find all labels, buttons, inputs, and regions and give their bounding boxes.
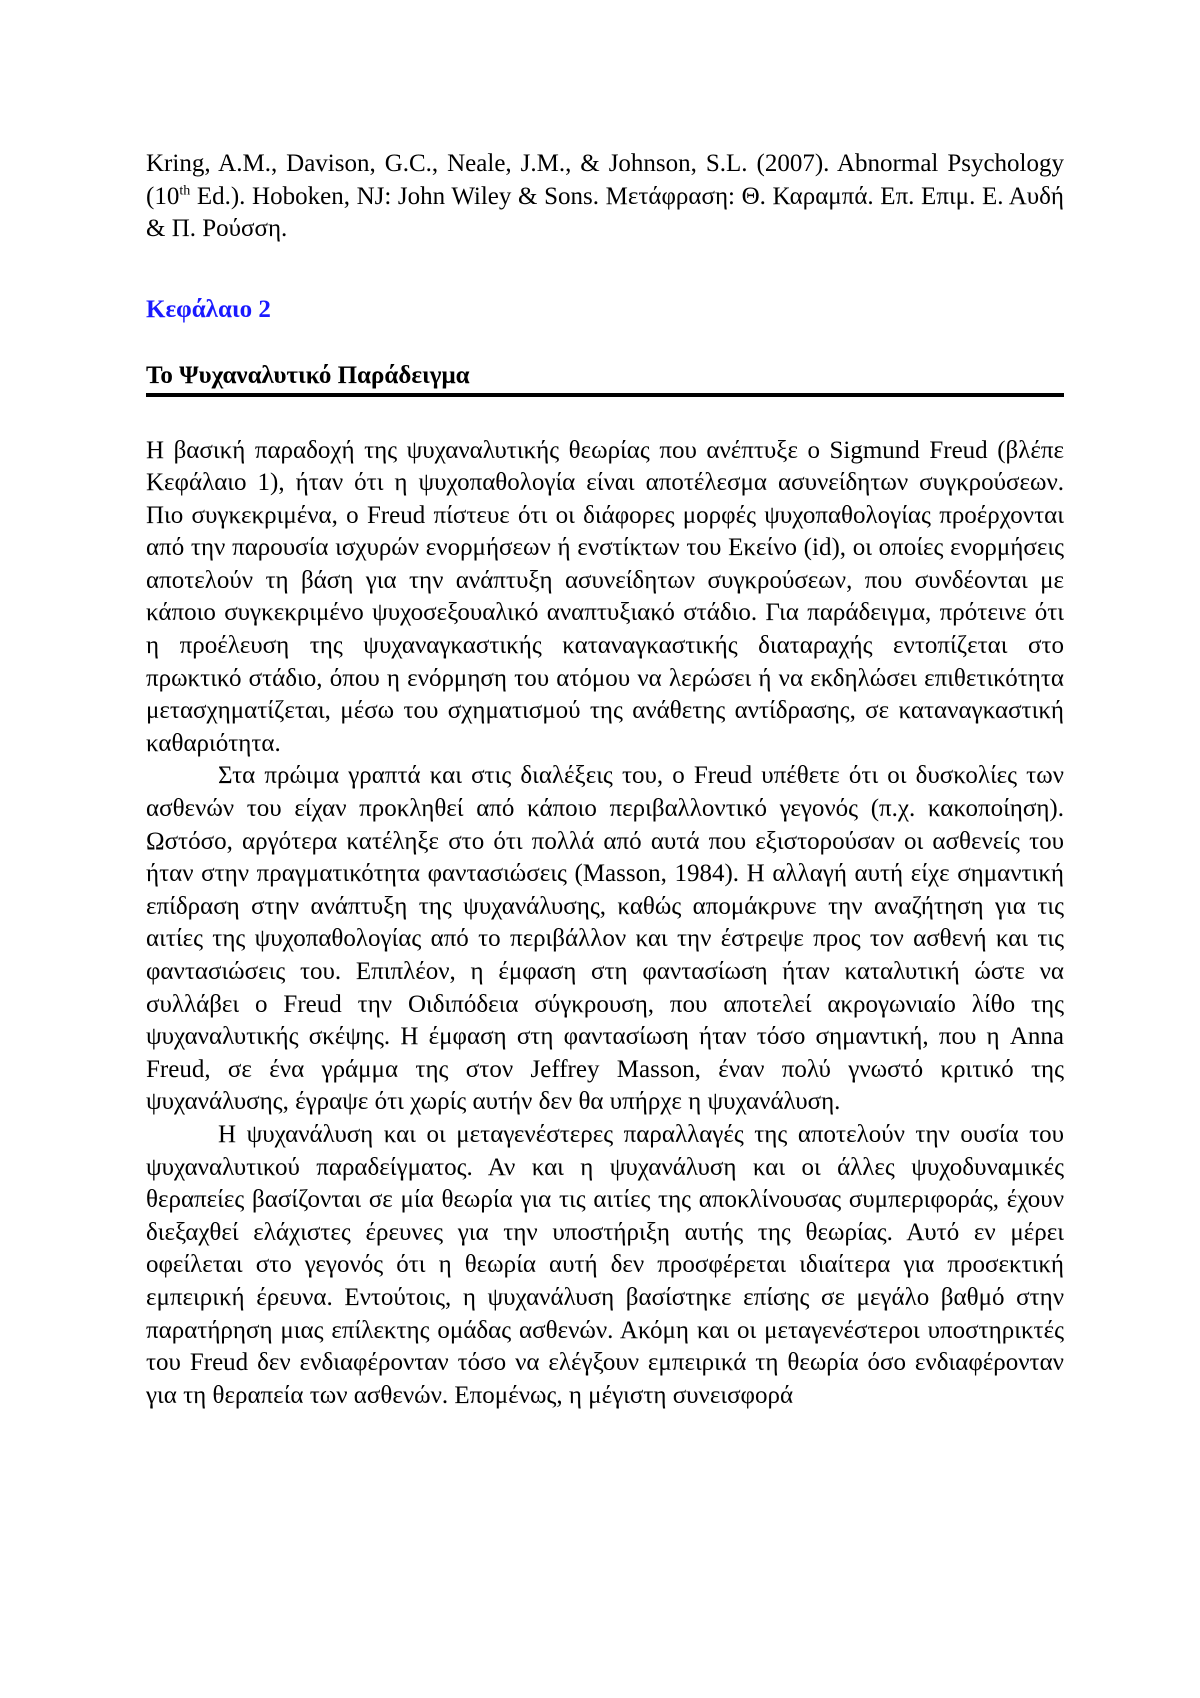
body-text [146,435,1064,1413]
paragraph-1: Η βασική παραδοχή της ψυχαναλυτικής θεωρίας που ανέπτυξε ο Sigmund Freud (βλέπε Κεφάλαιο 1), ήταν ότι η ψυχοπαθολογία είναι αποτέλεσμα ασυνείδητων συγκρούσεων. Πιο συγκεκριμένα, ο Freud πίστευε ότι οι διάφορες μορφές ψυχοπαθολογίας προέρχονται από την παρουσία ισχυρών ενορμήσεων ή ενστίκτων του Εκείνο (id), οι οποίες ενορμήσεις αποτελούν τη βάση για την ανάπτυξη ασυνείδητων συγκρούσεων, που συνδέονται με κάποιο συγκεκριμένο ψυχοσεξουαλικό αναπτυξιακό στάδιο. Για παράδειγμα, πρότεινε ότι η προέλευση της ψυχαναγκαστικής καταναγκαστικής διαταραχής εντοπίζεται στο πρωκτικό στάδιο, όπου η ενόρμηση του ατόμου να λερώσει ή να εκδηλώσει επιθετικότητα μετασχηματίζεται, μέσω του σχηματισμού της ανάθετης αντίδρασης, σε καταναγκαστική καθαριότητα. [146,436,1064,757]
citation-text-continued: Ed.). Hoboken, NJ: John Wiley & Sons. Μετάφραση: Θ. Καραμπά. Επ. Επιμ. Ε. Αυδή & Π. Ρούσση. [146,182,1064,242]
citation-text: Kring, A.M., Davison, G.C., Neale, J.M., & Johnson, S.L. (2007). Abnormal Psychology (10 [146,150,1064,210]
paragraph-3: Η ψυχανάλυση και οι μεταγενέστερες παραλλαγές της αποτελούν την ουσία του ψυχαναλυτικού παραδείγματος. Αν και η ψυχανάλυση και οι άλλες ψυχοδυναμικές θεραπείες βασίζονται σε μία θεωρία για τις αιτίες της αποκλίνουσας συμπεριφοράς, έχουν διεξαχθεί ελάχιστες έρευνες για την υποστήριξη αυτής της θεωρίας. Αυτό εν μέρει οφείλεται στο γεγονός ότι η θεωρία αυτή δεν προσφέρεται ιδιαίτερα για προσεκτική εμπειρική έρευνα. Εντούτοις, η ψυχανάλυση βασίστηκε επίσης σε μεγάλο βαθμό στην παρατήρηση μιας επίλεκτης ομάδας ασθενών. Ακόμη και οι μεταγενέστεροι υποστηρικτές του Freud δεν ενδιαφέρονταν τόσο να ελέγξουν εμπειρικά τη θεωρία όσο ενδιαφέρονταν για τη θεραπεία των ασθενών. Επομένως, η μέγιστη συνεισφορά [146,1120,1064,1409]
paragraph-2: Στα πρώιμα γραπτά και στις διαλέξεις του, ο Freud υπέθετε ότι οι δυσκολίες των ασθενών του είχαν προκληθεί από κάποιο περιβαλλοντικό γεγονός (π.χ. κακοποίηση). Ωστόσο, αργότερα κατέληξε στο ότι πολλά από αυτά που εξιστορούσαν οι ασθενείς του ήταν στην πραγματικότητα φαντασιώσεις (Masson, 1984). Η αλλαγή αυτή είχε σημαντική επίδραση στην ανάπτυξη της ψυχανάλυσης, καθώς απομάκρυνε την αναζήτηση για τις αιτίες της ψυχοπαθολογίας από το περιβάλλον και την έστρεψε προς τον ασθενή και τις φαντασιώσεις του. Επιπλέον, η έμφαση στη φαντασίωση ήταν καταλυτική ώστε να συλλάβει ο Freud την Οιδιπόδεια σύγκρουση, που αποτελεί ακρογωνιαίο λίθο της ψυχαναλυτικής σκέψης. Η έμφαση στη φαντασίωση ήταν τόσο σημαντική, που η Anna Freud, σε ένα γράμμα της στον Jeffrey Masson, έναν πολύ γνωστό κριτικό της ψυχανάλυσης, έγραψε ότι χωρίς αυτήν δεν θα υπήρχε η ψυχανάλυση. [146,762,1064,1116]
document-page [146,148,1064,1412]
chapter-heading: Κεφάλαιο 2 [146,295,271,323]
citation [146,148,1064,246]
section-title: Το Ψυχαναλυτικό Παράδειγμα [146,360,1064,397]
citation-superscript: th [179,183,191,199]
